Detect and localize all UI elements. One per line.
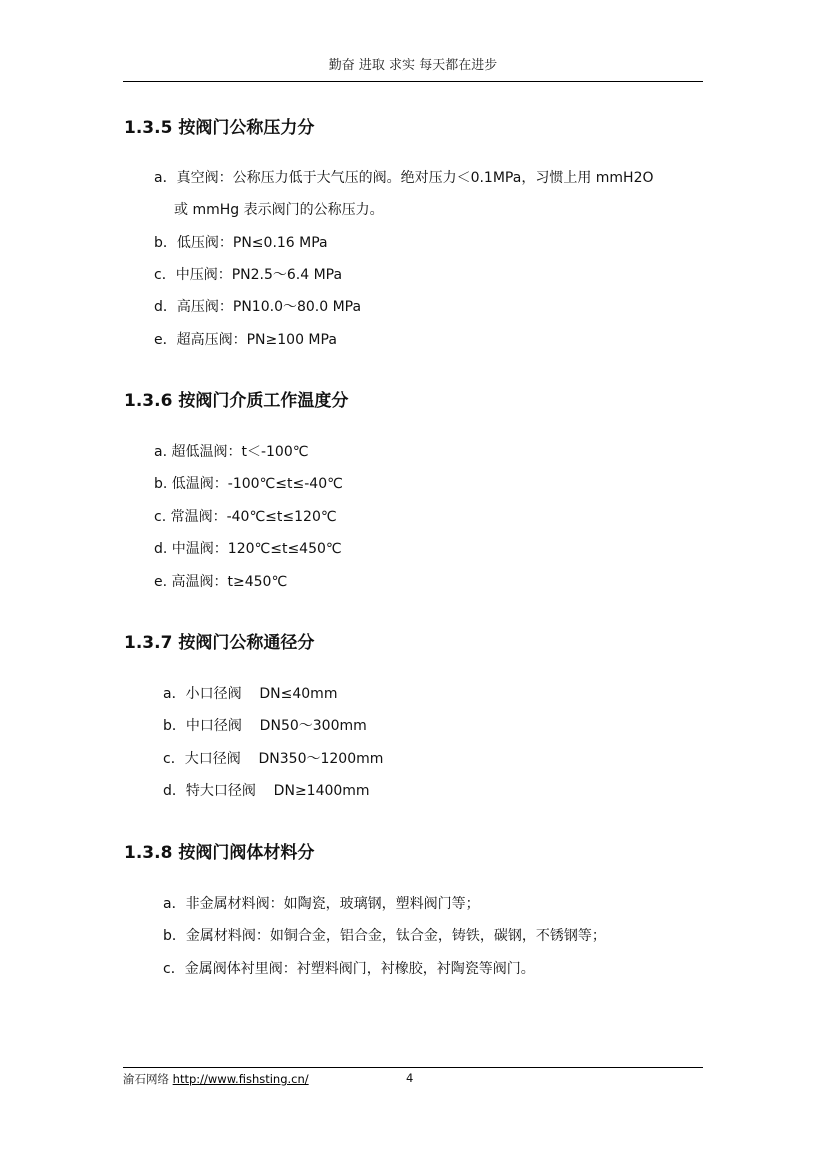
footer-site-name: 渝石网络: [123, 1072, 169, 1086]
list-item: c．金属阀体衬里阀：衬塑料阀门，衬橡胶，衬陶瓷等阀门。: [163, 961, 535, 977]
list-item: a．非金属材料阀：如陶瓷，玻璃钢，塑料阀门等；: [163, 896, 480, 912]
section-title-pressure: 1.3.5 按阀门公称压力分: [124, 118, 315, 138]
section-title-temperature: 1.3.6 按阀门介质工作温度分: [124, 391, 349, 411]
list-item: a．真空阀：公称压力低于大气压的阀。绝对压力＜0.1MPa，习惯上用 mmH2O: [154, 170, 654, 186]
list-item: b．中口径阀 DN50～300mm: [163, 718, 367, 734]
list-item: c．中压阀：PN2.5～6.4 MPa: [154, 267, 343, 283]
page-footer: [123, 1067, 703, 1091]
list-item: e. 高温阀：t≥450℃: [154, 574, 288, 590]
list-item: a．小口径阀 DN≤40mm: [163, 686, 338, 702]
list-item: b．低压阀：PN≤0.16 MPa: [154, 235, 328, 251]
list-item: e．超高压阀：PN≥100 MPa: [154, 332, 337, 348]
list-item: b．金属材料阀：如铜合金，铝合金，钛合金，铸铁，碳钢，不锈钢等；: [163, 928, 606, 944]
list-item: c. 常温阀：-40℃≤t≤120℃: [154, 509, 337, 525]
list-item: 或 mmHg 表示阀门的公称压力。: [174, 202, 384, 218]
page-number: 4: [406, 1071, 414, 1085]
header-motto: 勤奋 进取 求实 每天都在进步: [328, 58, 498, 73]
section-title-material: 1.3.8 按阀门阀体材料分: [124, 843, 315, 863]
section-title-diameter: 1.3.7 按阀门公称通径分: [124, 633, 315, 653]
page-header: [123, 57, 703, 82]
list-item: c．大口径阀 DN350～1200mm: [163, 751, 384, 767]
list-item: d. 中温阀：120℃≤t≤450℃: [154, 541, 342, 557]
list-item: d．高压阀：PN10.0～80.0 MPa: [154, 299, 362, 315]
list-item: d．特大口径阀 DN≥1400mm: [163, 783, 370, 799]
footer-url-link[interactable]: http://www.fishsting.cn/: [172, 1072, 309, 1086]
list-item: b. 低温阀：-100℃≤t≤-40℃: [154, 476, 343, 492]
list-item: a. 超低温阀：t＜-100℃: [154, 444, 309, 460]
